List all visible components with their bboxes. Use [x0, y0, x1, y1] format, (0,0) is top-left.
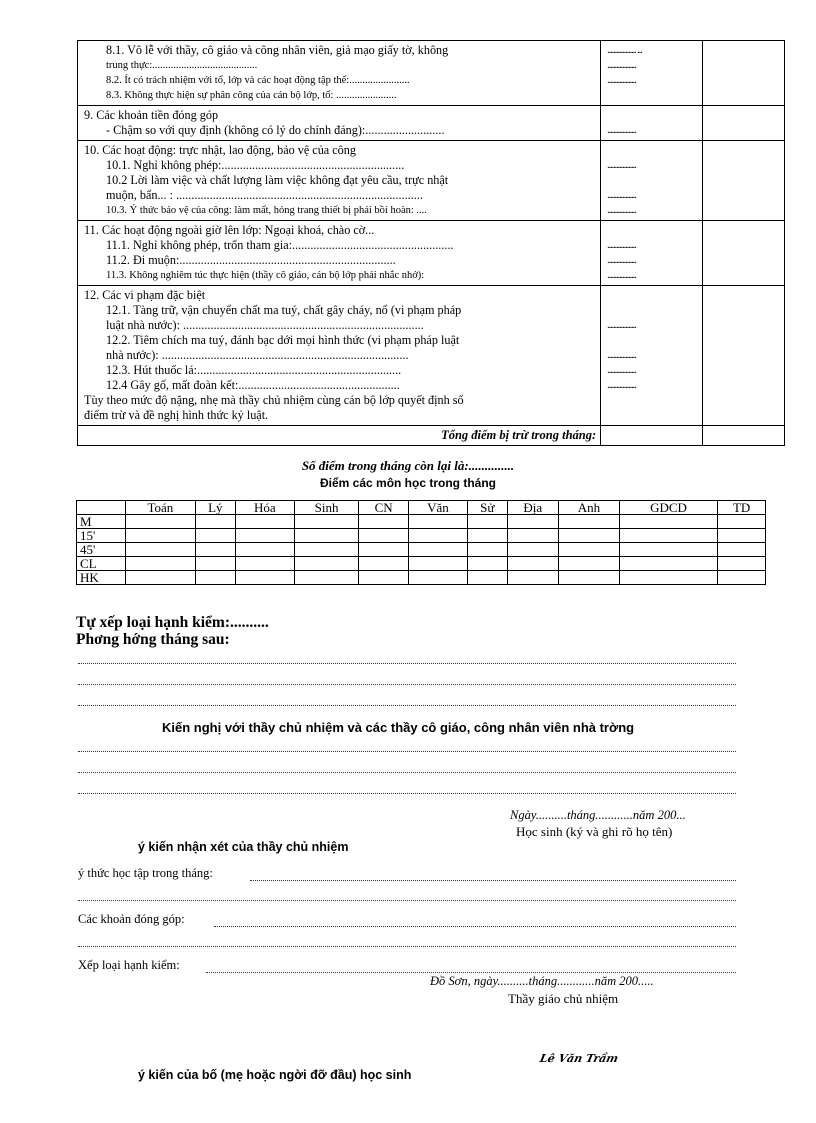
- violation-line: 11.2. Đi muộn:.......................................................................: [106, 253, 396, 267]
- violations-table: [77, 40, 785, 446]
- grade-cell[interactable]: [559, 515, 620, 529]
- proposal-line-2[interactable]: [78, 772, 736, 773]
- parent-comment-title: ý kiến của bố (mẹ hoặc ngời đỡ đầu) học sinh: [138, 1068, 412, 1082]
- contributions-field[interactable]: [214, 926, 736, 927]
- deduction-mark: ...................: [607, 350, 636, 361]
- direction-line-1[interactable]: [78, 663, 736, 664]
- grade-cell[interactable]: [467, 529, 507, 543]
- grade-cell[interactable]: [619, 543, 717, 557]
- grade-cell[interactable]: [235, 571, 294, 585]
- violation-line: 10.2 Lời làm việc và chất lượng làm việc không đạt yêu cầu, trực nhật: [106, 173, 449, 187]
- violation-line: trung thực:........................................: [106, 60, 258, 71]
- violation-row: [78, 41, 785, 106]
- grade-cell[interactable]: [126, 543, 196, 557]
- violation-description-cell: [78, 221, 601, 286]
- violation-line: 12.3. Hút thuốc lá:...................................................................: [106, 363, 402, 377]
- grade-cell[interactable]: [408, 557, 467, 571]
- deduction-mark: ...................: [607, 75, 636, 86]
- grade-row-label: CL: [77, 557, 126, 571]
- violation-line: 9. Các khoản tiền đóng góp: [84, 108, 219, 122]
- grade-cell[interactable]: [294, 571, 359, 585]
- teacher-comment-title: ý kiến nhận xét của thầy chủ nhiệm: [138, 840, 349, 854]
- violation-line: 12.4 Gây gổ, mất đoàn kết:.....................................................: [106, 378, 400, 392]
- grade-cell[interactable]: [467, 543, 507, 557]
- grade-cell[interactable]: [559, 543, 620, 557]
- deduction-mark: [607, 223, 702, 238]
- grade-cell[interactable]: [126, 529, 196, 543]
- deduction-cell[interactable]: [601, 286, 703, 426]
- grade-cell[interactable]: [507, 543, 558, 557]
- deduction-cell[interactable]: [601, 106, 703, 141]
- deduction-mark: ...................: [607, 60, 636, 71]
- subject-header: Sử: [467, 501, 507, 515]
- grade-cell[interactable]: [507, 529, 558, 543]
- grade-row-label: 45': [77, 543, 126, 557]
- grade-cell[interactable]: [467, 515, 507, 529]
- grades-table: [76, 500, 766, 585]
- deduction-cell[interactable]: [601, 41, 703, 106]
- grade-cell[interactable]: [619, 557, 717, 571]
- teacher-title: Thầy giáo chủ nhiệm: [508, 991, 619, 1006]
- deduction-mark: [607, 393, 702, 408]
- grade-cell[interactable]: [235, 557, 294, 571]
- grade-cell[interactable]: [126, 571, 196, 585]
- deduction-mark: [607, 108, 702, 123]
- grade-cell[interactable]: [718, 529, 766, 543]
- violation-row: [78, 141, 785, 221]
- contributions-line[interactable]: [78, 946, 736, 947]
- total-score-cell[interactable]: [601, 426, 703, 446]
- total-deducted-label: Tổng điểm bị trừ trong tháng:: [78, 426, 601, 446]
- grade-row-label: 15': [77, 529, 126, 543]
- violation-line: muộn, bẩn... : .................................................................................: [106, 188, 423, 202]
- subject-header: Toán: [126, 501, 196, 515]
- grade-cell[interactable]: [235, 515, 294, 529]
- deduction-mark: ...................: [607, 125, 636, 136]
- subject-header: Văn: [408, 501, 467, 515]
- conduct-rating-label: Xếp loại hạnh kiểm:: [78, 958, 180, 972]
- deduction-mark: ...................: [607, 190, 636, 201]
- violation-description-cell: [78, 41, 601, 106]
- violation-line: 10.3. Ý thức bảo vệ của công: làm mất, hỏng trang thiết bị phải bồi hoàn: ....: [106, 205, 427, 216]
- subject-header: Anh: [559, 501, 620, 515]
- grade-cell[interactable]: [126, 515, 196, 529]
- violation-line: - Chậm so với quy định (không có lý do chính đáng):..........................: [106, 123, 445, 137]
- violation-description-cell: [78, 141, 601, 221]
- teacher-date: Đồ Sơn, ngày..........tháng............năm 200.....: [430, 974, 654, 988]
- direction-label: Phơng hớng tháng sau:: [76, 631, 230, 648]
- grade-cell[interactable]: [619, 571, 717, 585]
- grade-cell[interactable]: [126, 557, 196, 571]
- grade-cell[interactable]: [235, 529, 294, 543]
- grade-cell[interactable]: [195, 571, 235, 585]
- violation-line: 12.2. Tiêm chích ma tuý, đánh bạc dới mọi hình thức (vi phạm pháp luật: [106, 333, 460, 347]
- self-rating-label: Tự xếp loại hạnh kiểm:..........: [76, 614, 269, 631]
- violation-row: [78, 286, 785, 426]
- violation-line: 8.1. Vô lễ với thầy, cô giáo và công nhân viên, giả mạo giấy tờ, không: [106, 43, 449, 57]
- study-awareness-field[interactable]: [250, 880, 736, 881]
- violation-line: nhà nước): .................................................................................: [106, 348, 409, 362]
- violation-line: luật nhà nước): ...............................................................................: [106, 318, 424, 332]
- grade-cell[interactable]: [559, 571, 620, 585]
- subject-header: Địa: [507, 501, 558, 515]
- grade-cell[interactable]: [408, 515, 467, 529]
- direction-line-3[interactable]: [78, 705, 736, 706]
- grade-cell[interactable]: [359, 543, 409, 557]
- deduction-mark: ...................: [607, 270, 636, 281]
- grade-cell[interactable]: [408, 571, 467, 585]
- grades-corner-cell: [77, 501, 126, 515]
- grade-cell[interactable]: [195, 543, 235, 557]
- violation-description-cell: [78, 286, 601, 426]
- grade-cell[interactable]: [718, 543, 766, 557]
- deduction-mark: [607, 88, 702, 103]
- teacher-name: Lê Văn Trầm: [538, 1052, 620, 1065]
- violation-row: [78, 221, 785, 286]
- confirm-cell[interactable]: [702, 41, 784, 106]
- deduction-cell[interactable]: [601, 221, 703, 286]
- confirm-cell[interactable]: [702, 221, 784, 286]
- violation-row: [78, 106, 785, 141]
- subject-header: CN: [359, 501, 409, 515]
- remaining-points: Số điểm trong tháng còn lại là:..............: [301, 458, 515, 473]
- violation-line: 11.3. Không nghiêm túc thực hiện (thầy cô giáo, cán bộ lớp phải nhắc nhở):: [106, 270, 425, 281]
- violation-line: 11.1. Nghỉ không phép, trốn tham gia:.....................................................: [106, 238, 454, 252]
- deduction-mark: [607, 333, 702, 348]
- subject-header: Sinh: [294, 501, 359, 515]
- deduction-mark: ...................: [607, 320, 636, 331]
- deduction-mark: [607, 408, 702, 423]
- grade-row-label: HK: [77, 571, 126, 585]
- grade-cell[interactable]: [507, 571, 558, 585]
- grade-row: [77, 571, 766, 585]
- grade-cell[interactable]: [294, 529, 359, 543]
- grade-cell[interactable]: [195, 557, 235, 571]
- proposal-line-3[interactable]: [78, 793, 736, 794]
- grade-cell[interactable]: [294, 543, 359, 557]
- total-confirm-cell[interactable]: [702, 426, 784, 446]
- grade-row: [77, 529, 766, 543]
- grade-cell[interactable]: [359, 557, 409, 571]
- grade-cell[interactable]: [559, 557, 620, 571]
- violation-line: 12. Các vi phạm đặc biệt: [84, 288, 206, 302]
- conduct-rating-field[interactable]: [206, 972, 736, 973]
- deduction-mark: ...................: [607, 380, 636, 391]
- deduction-cell[interactable]: [601, 141, 703, 221]
- grade-cell[interactable]: [467, 571, 507, 585]
- direction-line-2[interactable]: [78, 684, 736, 685]
- grade-cell[interactable]: [359, 515, 409, 529]
- deduction-mark: ...................: [607, 255, 636, 266]
- deduction-mark: ...................: [607, 365, 636, 376]
- deduction-mark: ................... ...: [607, 45, 642, 56]
- violation-line: 8.3. Không thực hiện sự phân công của cán bộ lớp, tổ: .......................: [106, 90, 397, 101]
- subject-header: TD: [718, 501, 766, 515]
- grade-cell[interactable]: [408, 543, 467, 557]
- grade-cell[interactable]: [559, 529, 620, 543]
- violation-line: 12.1. Tàng trữ, vận chuyển chất ma tuý, chất gây cháy, nổ (vi phạm pháp: [106, 303, 462, 317]
- grade-cell[interactable]: [195, 515, 235, 529]
- confirm-cell[interactable]: [702, 106, 784, 141]
- deduction-mark: ...................: [607, 160, 636, 171]
- contributions-label: Các khoản đóng góp:: [78, 912, 185, 926]
- violation-line: 8.2. Ít có trách nhiệm với tổ, lớp và các hoạt động tập thể:.......................: [106, 75, 410, 86]
- grade-row: [77, 543, 766, 557]
- violation-line: 10.1. Nghỉ không phép:............................................................: [106, 158, 405, 172]
- confirm-cell[interactable]: [702, 286, 784, 426]
- confirm-cell[interactable]: [702, 141, 784, 221]
- subject-header: GDCD: [619, 501, 717, 515]
- grade-row: [77, 515, 766, 529]
- grade-cell[interactable]: [619, 515, 717, 529]
- grade-cell[interactable]: [507, 515, 558, 529]
- grade-cell[interactable]: [359, 571, 409, 585]
- student-date: Ngày..........tháng............năm 200...: [510, 808, 686, 822]
- grade-cell[interactable]: [195, 529, 235, 543]
- grade-cell[interactable]: [718, 571, 766, 585]
- proposal-line-1[interactable]: [78, 751, 736, 752]
- violation-line: 11. Các hoạt động ngoài giờ lên lớp: Ngoại khoá, chào cờ...: [84, 223, 375, 237]
- grades-title: Điểm các môn học trong tháng: [319, 476, 496, 490]
- subject-header: Hóa: [235, 501, 294, 515]
- grade-cell[interactable]: [294, 515, 359, 529]
- grade-cell[interactable]: [718, 515, 766, 529]
- grade-cell[interactable]: [408, 529, 467, 543]
- study-awareness-line[interactable]: [78, 900, 736, 901]
- grade-cell[interactable]: [619, 529, 717, 543]
- grade-cell[interactable]: [507, 557, 558, 571]
- deduction-mark: ...................: [607, 205, 636, 216]
- violation-line: điểm trừ và đề nghị hình thức kỷ luật.: [84, 408, 269, 422]
- grade-cell[interactable]: [294, 557, 359, 571]
- deduction-mark: [607, 173, 702, 188]
- study-awareness-label: ý thức học tập trong tháng:: [78, 866, 213, 880]
- grade-cell[interactable]: [718, 557, 766, 571]
- grade-row-label: M: [77, 515, 126, 529]
- violation-line: Tùy theo mức độ nặng, nhẹ mà thầy chủ nhiệm cùng cán bộ lớp quyết định số: [84, 393, 464, 407]
- grade-cell[interactable]: [467, 557, 507, 571]
- subject-header: Lý: [195, 501, 235, 515]
- grade-row: [77, 557, 766, 571]
- deduction-mark: [607, 303, 702, 318]
- grade-cell[interactable]: [235, 543, 294, 557]
- deduction-mark: [607, 143, 702, 158]
- grade-cell[interactable]: [359, 529, 409, 543]
- violation-description-cell: [78, 106, 601, 141]
- deduction-mark: [607, 288, 702, 303]
- student-signature-label: Học sinh (ký và ghi rõ họ tên): [516, 824, 673, 839]
- proposal-title: Kiến nghị với thầy chủ nhiệm và các thầy cô giáo, công nhân viên nhà trờng: [162, 720, 635, 735]
- violation-line: 10. Các hoạt động: trực nhật, lao động, bảo vệ của công: [84, 143, 356, 157]
- deduction-mark: ...................: [607, 240, 636, 251]
